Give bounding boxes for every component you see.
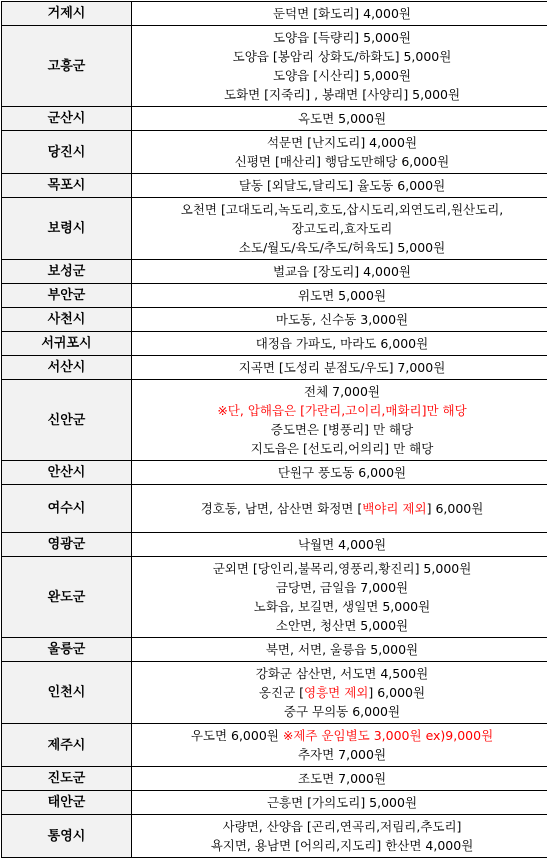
detail-cell <box>132 198 547 260</box>
detail-line: 전체 7,000원 <box>134 382 547 401</box>
table-row <box>2 131 547 174</box>
detail-line: 대정읍 가파도, 마라도 6,000원 <box>134 334 547 353</box>
island-shipping-fee-table <box>1 1 547 858</box>
detail-line: 위도면 5,000원 <box>134 286 547 305</box>
region-cell: 부안군 <box>2 284 132 308</box>
detail-line: 단원구 풍도동 6,000원 <box>134 463 547 482</box>
table-row <box>2 2 547 26</box>
detail-cell <box>132 107 547 131</box>
detail-line <box>134 726 547 745</box>
region-cell: 당진시 <box>2 131 132 174</box>
region-cell: 제주시 <box>2 724 132 767</box>
detail-line: 도양읍 [시산리] 5,000원 <box>134 66 547 85</box>
detail-line: 도양읍 [득량리] 5,000원 <box>134 28 547 47</box>
detail-cell <box>132 724 547 767</box>
detail-cell <box>132 380 547 461</box>
detail-text: 경호동, 남면, 삼산면 화정면 [ <box>201 501 363 516</box>
region-cell: 여수시 <box>2 485 132 533</box>
table-row <box>2 284 547 308</box>
detail-line: 중구 무의동 6,000원 <box>134 702 547 721</box>
exclusion-text: 영흥면 제외 <box>304 685 368 700</box>
detail-line: 북면, 서면, 울릉읍 5,000원 <box>134 640 547 659</box>
region-cell: 영광군 <box>2 533 132 557</box>
detail-cell <box>132 308 547 332</box>
detail-line: 도양읍 [봉암리 상화도/하화도] 5,000원 <box>134 47 547 66</box>
detail-cell <box>132 284 547 308</box>
table-row <box>2 332 547 356</box>
detail-line: 둔덕면 [화도리] 4,000원 <box>134 4 547 23</box>
detail-line: 달동 [외달도,달리도] 율도동 6,000원 <box>134 176 547 195</box>
detail-cell <box>132 557 547 638</box>
detail-cell <box>132 485 547 533</box>
detail-cell <box>132 131 547 174</box>
notice-text: ※제주 운임별도 3,000원 ex)9,000원 <box>283 728 493 743</box>
table-row <box>2 356 547 380</box>
detail-line <box>134 683 547 702</box>
detail-line: 근흥면 [가의도리] 5,000원 <box>134 793 547 812</box>
detail-text: ] 6,000원 <box>427 501 484 516</box>
detail-line: 석문면 [난지도리] 4,000원 <box>134 133 547 152</box>
table-row <box>2 791 547 815</box>
detail-cell <box>132 332 547 356</box>
detail-line: 욕지면, 용남면 [어의리,지도리] 한산면 4,000원 <box>134 836 547 855</box>
detail-line: 사량면, 산양읍 [곤리,연곡리,저림리,추도리] <box>134 817 547 836</box>
detail-text: 우도면 6,000원 <box>191 728 283 743</box>
region-cell: 통영시 <box>2 815 132 858</box>
region-cell: 태안군 <box>2 791 132 815</box>
region-cell: 사천시 <box>2 308 132 332</box>
detail-line: 도화면 [지죽리] , 봉래면 [사양리] 5,000원 <box>134 85 547 104</box>
table-row <box>2 815 547 858</box>
detail-cell <box>132 533 547 557</box>
table-row <box>2 557 547 638</box>
table-row <box>2 662 547 724</box>
region-cell: 신안군 <box>2 380 132 461</box>
detail-line: 추자면 7,000원 <box>134 745 547 764</box>
detail-line <box>134 499 547 518</box>
detail-cell <box>132 260 547 284</box>
region-cell: 보령시 <box>2 198 132 260</box>
region-cell: 목포시 <box>2 174 132 198</box>
region-cell: 완도군 <box>2 557 132 638</box>
detail-line: 지곡면 [도성리 분점도/우도] 7,000원 <box>134 358 547 377</box>
table-row <box>2 461 547 485</box>
detail-cell <box>132 174 547 198</box>
table-row <box>2 638 547 662</box>
detail-line: 장고도리,효자도리 <box>134 219 547 238</box>
detail-line: 소도/월도/육도/추도/허육도] 5,000원 <box>134 238 547 257</box>
region-cell: 거제시 <box>2 2 132 26</box>
detail-line: 강화군 삼산면, 서도면 4,500원 <box>134 664 547 683</box>
detail-line: 벌교읍 [장도리] 4,000원 <box>134 262 547 281</box>
detail-cell <box>132 662 547 724</box>
table-row <box>2 260 547 284</box>
detail-line: 옥도면 5,000원 <box>134 109 547 128</box>
detail-line: 군외면 [당인리,불목리,영풍리,황진리] 5,000원 <box>134 559 547 578</box>
region-cell: 인천시 <box>2 662 132 724</box>
table-row <box>2 308 547 332</box>
detail-line: 신평면 [매산리] 행담도만해당 6,000원 <box>134 152 547 171</box>
detail-text: 옹진군 [ <box>259 685 304 700</box>
detail-cell <box>132 356 547 380</box>
detail-cell <box>132 638 547 662</box>
detail-cell <box>132 767 547 791</box>
table-row <box>2 198 547 260</box>
region-cell: 안산시 <box>2 461 132 485</box>
detail-line: 지도읍은 [선도리,어의리] 만 해당 <box>134 439 547 458</box>
detail-cell <box>132 2 547 26</box>
region-cell: 보성군 <box>2 260 132 284</box>
table-row <box>2 724 547 767</box>
region-cell: 서귀포시 <box>2 332 132 356</box>
detail-cell <box>132 461 547 485</box>
detail-text: ] 6,000원 <box>368 685 425 700</box>
table-row <box>2 26 547 107</box>
exclusion-text: 백야리 제외 <box>362 501 426 516</box>
region-cell: 울릉군 <box>2 638 132 662</box>
table-row <box>2 485 547 533</box>
detail-cell <box>132 791 547 815</box>
detail-line: 증도면은 [병풍리] 만 해당 <box>134 420 547 439</box>
region-cell: 서산시 <box>2 356 132 380</box>
table-row <box>2 107 547 131</box>
detail-line: 노화읍, 보길면, 생일면 5,000원 <box>134 597 547 616</box>
detail-line: 낙월면 4,000원 <box>134 535 547 554</box>
detail-cell <box>132 26 547 107</box>
detail-line-notice: ※단, 압해읍은 [가란리,고이리,매화리]만 해당 <box>134 401 547 420</box>
table-row <box>2 767 547 791</box>
detail-cell <box>132 815 547 858</box>
table-row <box>2 174 547 198</box>
detail-line: 소안면, 청산면 5,000원 <box>134 616 547 635</box>
region-cell: 군산시 <box>2 107 132 131</box>
table-row <box>2 380 547 461</box>
region-cell: 진도군 <box>2 767 132 791</box>
table-row <box>2 533 547 557</box>
region-cell: 고흥군 <box>2 26 132 107</box>
detail-line: 오천면 [고대도리,녹도리,호도,삽시도리,외연도리,원산도리, <box>134 200 547 219</box>
detail-line: 마도동, 신수동 3,000원 <box>134 310 547 329</box>
detail-line: 금당면, 금일읍 7,000원 <box>134 578 547 597</box>
detail-line: 조도면 7,000원 <box>134 769 547 788</box>
